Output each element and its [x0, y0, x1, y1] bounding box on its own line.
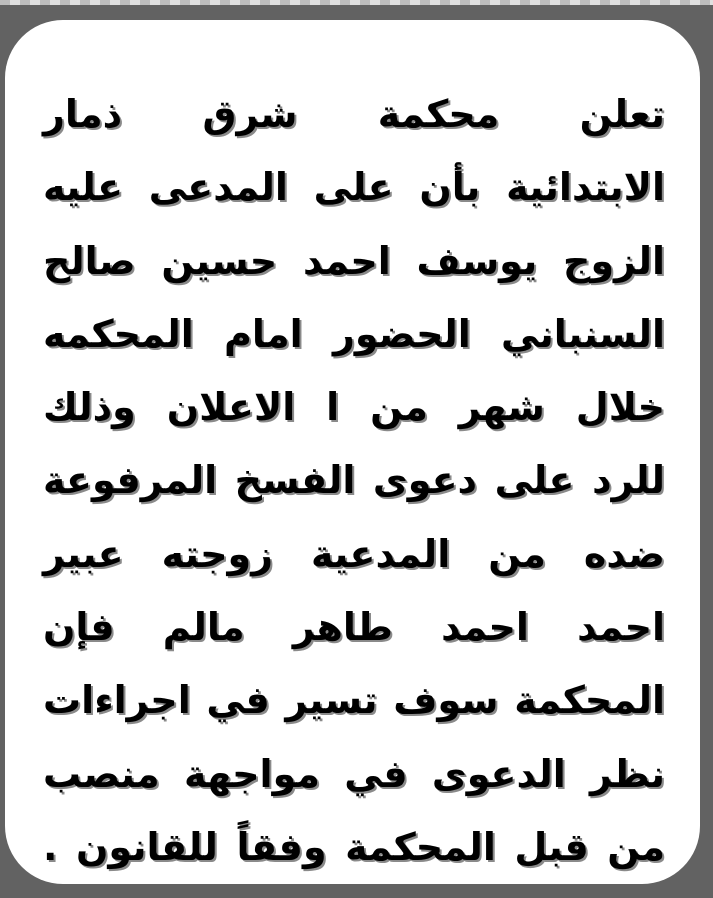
notice-line: احمد احمد طاهر مالم فإن: [43, 605, 665, 650]
notice-line: للرد على دعوى الفسخ المرفوعة: [43, 458, 665, 503]
notice-line: نظر الدعوى في مواجهة منصب: [43, 751, 665, 796]
notice-line: السنباني الحضور امام المحكمه: [43, 311, 665, 356]
notice-line: الابتدائية بأن على المدعى عليه: [43, 165, 665, 210]
notice-line: ضده من المدعية زوجته عبير: [43, 531, 665, 576]
top-strip: [0, 0, 713, 5]
notice-line: المحكمة سوف تسير في اجراءات: [43, 678, 665, 723]
notice-line: تعلن محكمة شرق ذمار: [43, 92, 665, 136]
notice-line: من قبل المحكمة وفقاً للقانون .: [43, 824, 665, 869]
notice-box: [5, 20, 700, 884]
notice-line: الزوج يوسف احمد حسين صالح: [43, 238, 665, 283]
notice-line: خلال شهر من ا الاعلان وذلك: [43, 385, 665, 430]
